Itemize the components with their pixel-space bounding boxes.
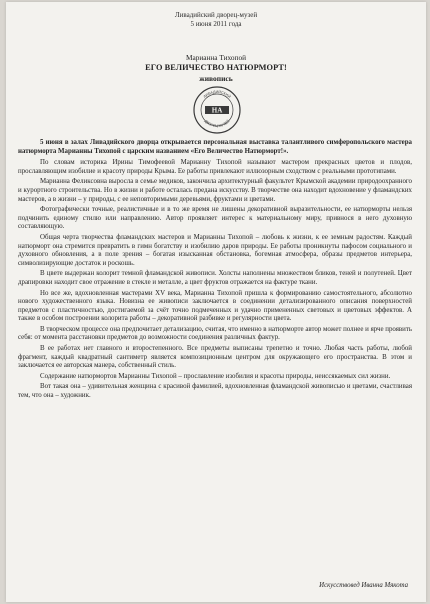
museum-name: Ливадийский дворец-музей: [174, 11, 258, 19]
paragraph: Фотографически точные, реалистичные и в то же время не лишены декоративной выразительности, ее натюрморты нельзя подчинить единому стилю или направлению. Автор проявляет интерес к материальному миру, привнося в него духовную составляющую.: [18, 206, 412, 231]
paragraph: В творческом процессе она предпочитает детализацию, считая, что именно в натюрморте автор может полнее и ярче проявить себя: от момента расстановки предметов до возможности соединения различных фактур.: [18, 325, 412, 342]
exhibition-title: ЕГО ВЕЛИЧЕСТВО НАТЮРМОРТ!: [145, 63, 287, 72]
seal-text-bottom: ДВОРЕЦ-МУЗЕЙ: [203, 119, 231, 129]
paragraph: Вот такая она – удивительная женщина с красивой фамилией, вдохновленная фламандской живописью и цветами, счастливая тем, что она – художник.: [18, 383, 412, 400]
paragraph: В цвете выдержан колорит темной фламандской живописи. Холсты наполнены множеством бликов, теней и полутеней. Цвет драпировки находит свое отражение в стекле и металле, а цвет фруктов отражается на фактуре ткани.: [18, 270, 412, 286]
paragraph: Марианна Феликсовна выросла в семье медиков, закончила архитектурный факультет Крымской академии природоохранного и курортного строительства. Но в жизни и работе осталась предана искусству. В творчестве она находит вдохновение у фламандских мастеров, а в жизни – у природы, с ее неповторимыми деревьями, фруктами и цветами.: [18, 178, 412, 203]
document-date: 5 июня 2011 года: [190, 19, 242, 28]
paragraph: Но все же, вдохновленная мастерами XV века, Марианна Тихопой пришла к формированию самостоятельного, абсолютно нового художественного языка. Новизна ее живописи заключается в соединении детализированного описания поверхностей предметов с пластичностью, достигаемой за счёт точно подмеченных и удачно примененных световых и цветовых эффектов. А также в особом построении колорита работы – декоративной разбивке и регулярности цвета.: [18, 289, 412, 323]
letterhead: [6, 11, 426, 28]
paragraph: В ее работах нет главного и второстепенного. Все предметы выписаны трепетно и точно. Любая часть работы, любой фрагмент, каждый квадратный сантиметр является композиционным центром для окружающего его пространства. В этом и заключается ее авторская манера, собственный стиль.: [18, 345, 412, 370]
seal-text-top: ЛИВАДИЙСКИЙ: [202, 89, 232, 99]
paragraph: Общая черта творчества фламандских мастеров и Марианны Тихопой – любовь к жизни, к ее земным радостям. Каждый натюрморт она стремится превратить в гимн богатству и изобилию даров природы. Ее работы проникнуты пафосом социального и духовного обновления, а в поле зрения – богатая изысканная обстановка, богемная атмосфера, образы предметов интерьера, символизирующие достаток и роскошь.: [18, 233, 412, 267]
paragraph: Содержание натюрмортов Марианны Тихопой – прославление изобилия и красоты природы, неиссякаемых сил жизни.: [40, 372, 391, 380]
document-page: [6, 2, 426, 602]
artist-name: Марианна Тихопой: [185, 53, 247, 62]
exhibition-genre: живопись: [199, 74, 233, 83]
article-body: [18, 139, 412, 403]
signature: Искусствовед Иванна Мякота: [319, 582, 408, 589]
lead-paragraph: 5 июня в залах Ливадийского дворца открывается персональная выставка талантливого симферопольского мастера натюрморта Марианны Тихопой с царским названием «Его Величество Натюрморт!».: [18, 139, 412, 155]
paragraph: По словам историка Ирины Тимофеевой Марианну Тихопой называют мастером прекрасных цветов и плодов, прославляющим изобилие и красоту природы Крыма. Ее работы привлекают иллюзорным сходством с реальными прототипами.: [18, 159, 412, 175]
seal-monogram: НА: [211, 106, 223, 115]
museum-seal-icon: [192, 85, 242, 135]
